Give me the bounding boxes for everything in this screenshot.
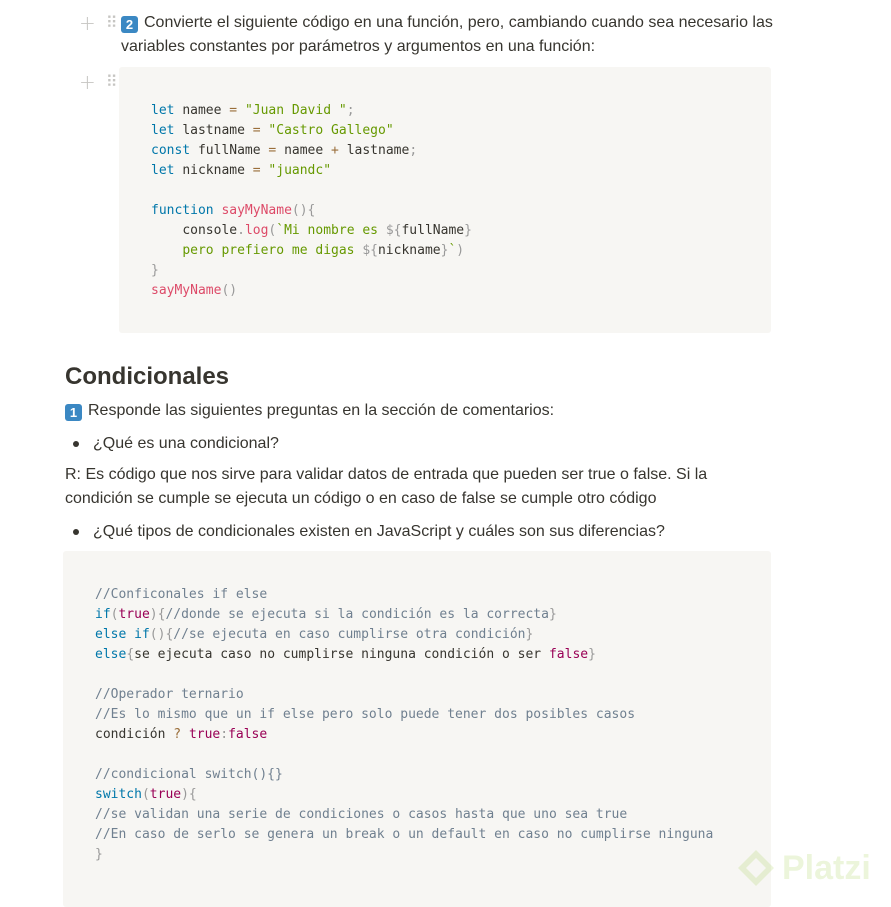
code-block[interactable] — [119, 67, 771, 333]
keycap-number-icon: 2 — [121, 16, 138, 33]
keycap-number-icon: 1 — [65, 404, 82, 421]
platzi-watermark: Platzi — [736, 848, 871, 888]
platzi-logo-icon — [736, 848, 776, 888]
bullet-dot — [73, 441, 79, 447]
answer-paragraph: R: Es código que nos sirve para validar datos de entrada que pueden ser true o false. Si la condición se cumple se ejecuta un código o en caso de false se cumple otro código — [65, 466, 708, 507]
instruction-text: 2 Convierte el siguiente código en una función, pero, cambiando cuando sea necesario las variables constantes por parámetros y argumentos en una función: — [121, 14, 773, 55]
block-handle[interactable] — [79, 13, 115, 33]
code-content: //Conficonales if else if(true){//donde se ejecuta si la condición es la correcta} else if(){//se ejecuta en caso cumplirse otra condición} else{se ejecuta caso no cumplirse ninguna condición o ser false} //Operador ternario //Es lo mismo que un if else pero solo puede tener dos posibles casos condición ? true:false //condicional switch(){} switch(true){ //se validan una serie de condiciones o casos hasta que uno sea true //En caso de serlo se genera un break o un default en caso no cumplirse ninguna } — [95, 587, 714, 862]
code-content: let namee = "Juan David "; let lastname = "Castro Gallego" const fullName = namee + lastname; let nickname = "juandc" function sayMyName(){ console.log(`Mi nombre es ${fullName} pero prefiero me digas ${nickname}`) } sayMyName() — [151, 103, 472, 298]
block-handle[interactable] — [79, 72, 115, 92]
bullet-item: ¿Qué tipos de condicionales existen en JavaScript y cuáles son sus diferencias? — [93, 523, 665, 540]
add-block-icon[interactable]: + — [79, 11, 96, 35]
bullet-dot — [73, 529, 79, 535]
code-block[interactable] — [63, 551, 771, 907]
add-block-icon[interactable]: + — [79, 70, 96, 94]
section-heading: Condicionales — [65, 363, 230, 390]
drag-handle-icon[interactable]: ⠿ — [105, 13, 116, 32]
drag-handle-icon[interactable]: ⠿ — [105, 72, 116, 91]
instruction-text: 1 Responde las siguientes preguntas en la sección de comentarios: — [65, 399, 775, 423]
bullet-item: ¿Qué es una condicional? — [93, 435, 279, 452]
